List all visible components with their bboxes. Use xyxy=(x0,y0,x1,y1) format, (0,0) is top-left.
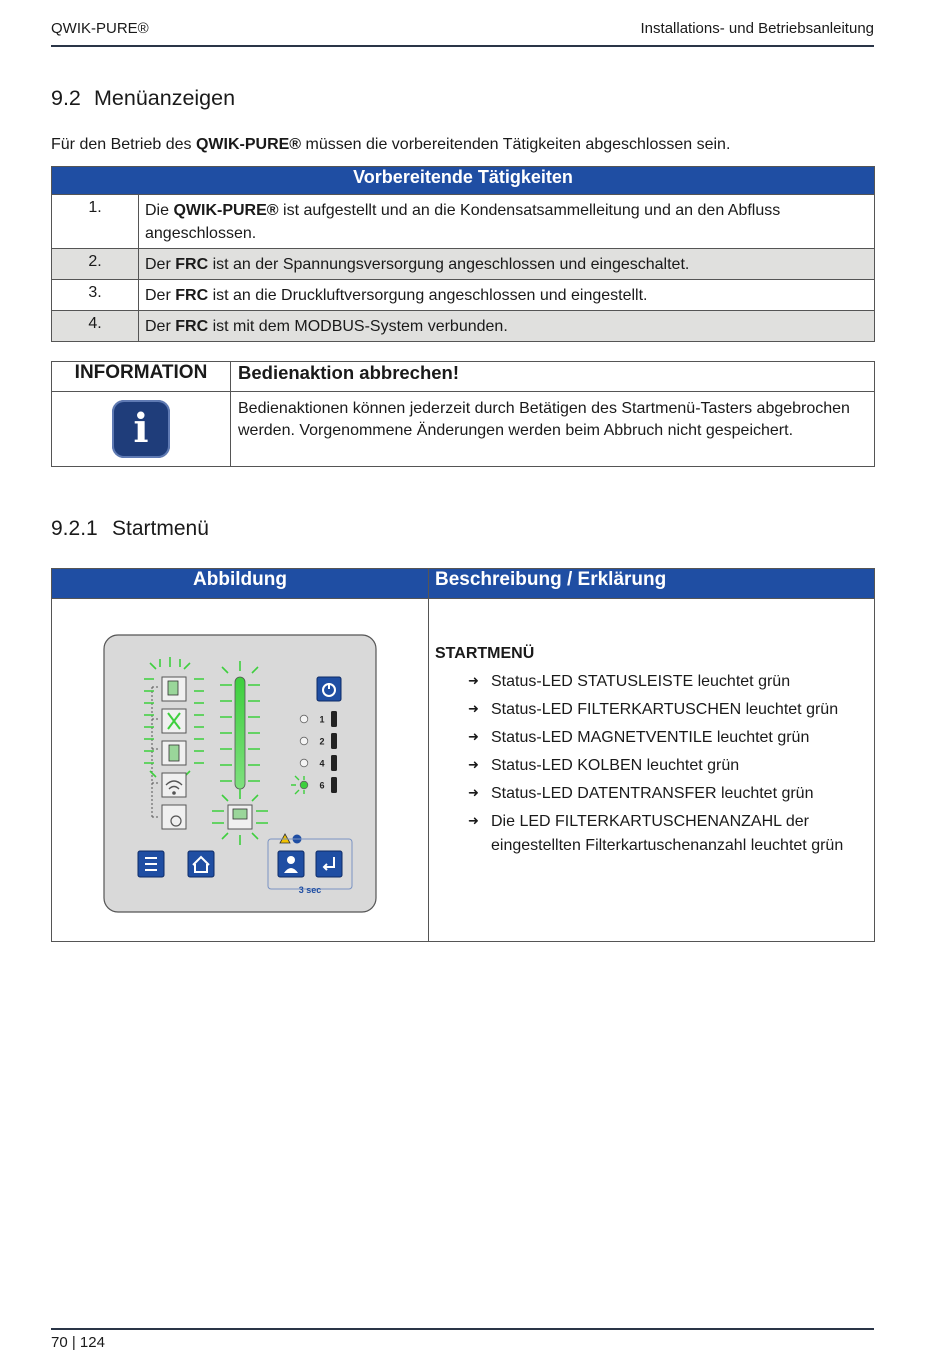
row-number: 4. xyxy=(52,311,139,342)
info-icon-cell xyxy=(52,392,231,467)
info-icon: i xyxy=(112,400,170,458)
cartridge-icon xyxy=(331,733,337,749)
row-text: Der FRC ist an der Spannungsversorgung angeschlossen und eingeschaltet. xyxy=(139,249,875,280)
cartridge-icon xyxy=(331,777,337,793)
cartridge-icon xyxy=(331,755,337,771)
col-header-description: Beschreibung / Erklärung xyxy=(429,569,875,599)
list-item: ➜ Status-LED DATENTRANSFER leuchtet grün xyxy=(468,782,868,806)
info-title: Bedienaktion abbrechen! xyxy=(231,362,875,392)
section-heading xyxy=(51,86,235,111)
cartridge-count-led xyxy=(300,781,308,789)
intro-product: QWIK-PURE® xyxy=(195,136,302,153)
cartridge-count-label: 2 xyxy=(319,736,325,747)
intro-text-after: müssen die vorbereitenden Tätigkeiten abgeschlossen sein. xyxy=(301,136,731,153)
cartridge-count-led xyxy=(300,737,308,745)
list-item: ➜ Status-LED KOLBEN leuchtet grün xyxy=(468,754,868,778)
start-menu-table xyxy=(51,568,875,942)
header-doc-title: Installations- und Betriebsanleitung xyxy=(640,20,874,37)
info-label: INFORMATION xyxy=(52,362,231,392)
header-product: QWIK-PURE® xyxy=(51,20,149,37)
cartridge-count-label: 6 xyxy=(319,780,325,791)
preparatory-tasks-table xyxy=(51,166,875,342)
header-divider xyxy=(51,45,874,47)
home-button xyxy=(188,851,214,877)
subsection-heading xyxy=(51,517,209,541)
subsection-number: 9.2.1 xyxy=(51,517,98,540)
enter-button xyxy=(316,851,342,877)
row-text: Der FRC ist mit dem MODBUS-System verbunden. xyxy=(139,311,875,342)
intro-text-before: Für den Betrieb des xyxy=(51,136,196,153)
cartridge-count-label: 4 xyxy=(319,758,325,769)
subsection-title: Startmenü xyxy=(112,517,209,540)
description-title: STARTMENÜ xyxy=(435,645,535,662)
row-number: 1. xyxy=(52,195,139,249)
col-header-figure: Abbildung xyxy=(52,569,429,599)
table-row xyxy=(52,280,875,311)
cartridge-count-led xyxy=(300,759,308,767)
figure-cell xyxy=(52,599,429,942)
info-text: Bedienaktionen können jederzeit durch Betätigen des Startmenü-Tasters abgebrochen werden. Vorgenommene Änderungen werden beim Abbruch nicht gespeichert. xyxy=(231,392,875,467)
row-number: 2. xyxy=(52,249,139,280)
list-item: ➜ Die LED FILTERKARTUSCHENANZAHL der eingestellten Filterkartuschenanzahl leuchtet grün xyxy=(468,810,868,857)
list-item: ➜ Status-LED FILTERKARTUSCHEN leuchtet grün xyxy=(468,698,868,722)
description-list xyxy=(435,670,868,857)
table-row xyxy=(52,195,875,249)
page-number: 70 | 124 xyxy=(51,1334,105,1351)
row-text: Die QWIK-PURE® ist aufgestellt und an die Kondensatsammelleitung und an den Abfluss angeschlossen. xyxy=(139,195,875,249)
list-item: ➜ Status-LED STATUSLEISTE leuchtet grün xyxy=(468,670,868,694)
table-row xyxy=(52,311,875,342)
section-number: 9.2 xyxy=(51,86,81,110)
statusbar-led xyxy=(235,677,245,789)
section-title: Menüanzeigen xyxy=(94,86,236,110)
list-item: ➜ Status-LED MAGNETVENTILE leuchtet grün xyxy=(468,726,868,750)
cartridge-icon xyxy=(331,711,337,727)
cartridge-count-label: 1 xyxy=(319,714,325,725)
control-panel-illustration xyxy=(52,599,428,941)
cartridge-count-led xyxy=(300,715,308,723)
information-box xyxy=(51,361,875,467)
hold-time-label: 3 sec xyxy=(298,885,322,895)
footer-divider xyxy=(51,1328,874,1330)
intro-paragraph xyxy=(51,136,730,154)
table-row xyxy=(52,249,875,280)
description-cell xyxy=(429,599,875,942)
row-text: Der FRC ist an die Druckluftversorgung angeschlossen und eingestellt. xyxy=(139,280,875,311)
prep-table-title: Vorbereitende Tätigkeiten xyxy=(52,167,875,195)
row-number: 3. xyxy=(52,280,139,311)
